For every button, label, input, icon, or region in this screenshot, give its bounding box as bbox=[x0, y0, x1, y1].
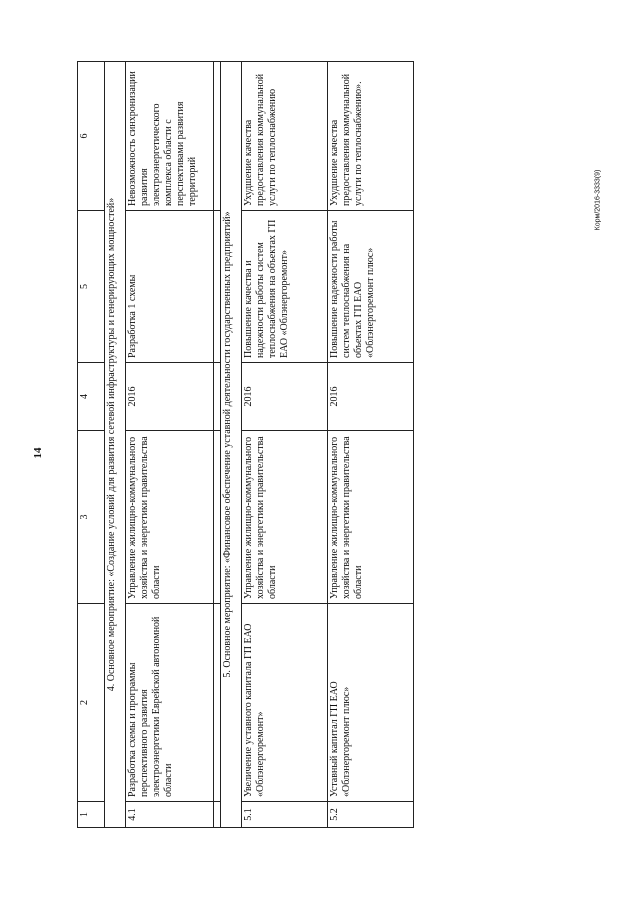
document-code: Корм/2016-3333(9) bbox=[594, 169, 602, 231]
consequence: Невозможность синхронизации развития электроэнергетического комплекса области с перспективами развития территорий bbox=[126, 62, 214, 211]
consequence: Ухудшение качества предоставления коммунальной услуги по теплоснабжению bbox=[242, 62, 328, 211]
spacer-row bbox=[214, 62, 221, 828]
executor: Управление жилищно-коммунального хозяйства и энергетики правительства области bbox=[126, 431, 214, 604]
section-heading-row bbox=[221, 62, 242, 828]
measure-name: Увеличение уставного капитала ГП ЕАО «Облэнергоремонт» bbox=[242, 604, 328, 802]
column-number: 5 bbox=[78, 211, 105, 363]
column-number: 2 bbox=[78, 604, 105, 802]
consequence: Ухудшение качества предоставления коммунальной услуги по теплоснабжению». bbox=[328, 62, 414, 211]
section-title: 4. Основное мероприятие: «Создание условий для развития сетевой инфраструктуры и генерирующих мощностей» bbox=[105, 62, 126, 828]
expected-result: Повышение надежности работы систем теплоснабжения на объектах ГП ЕАО «Облэнергоремонт плюс» bbox=[328, 211, 414, 363]
table-row bbox=[242, 62, 328, 828]
row-number: 4.1 bbox=[126, 802, 214, 828]
column-number: 4 bbox=[78, 363, 105, 431]
row-number: 5.2 bbox=[328, 802, 414, 828]
column-number: 1 bbox=[78, 802, 105, 828]
column-number-row bbox=[78, 62, 105, 828]
rotated-table-container bbox=[77, 62, 437, 828]
page-number: 14 bbox=[32, 447, 44, 459]
row-number: 5.1 bbox=[242, 802, 328, 828]
table-row bbox=[328, 62, 414, 828]
table-row bbox=[126, 62, 214, 828]
expected-result: Повышение качества и надежности работы систем теплоснабжения на объектах ГП ЕАО «Облэнергоремонт» bbox=[242, 211, 328, 363]
year: 2016 bbox=[242, 363, 328, 431]
measure-name: Разработка схемы и программы перспективного развития электроэнергетики Еврейской автономной области bbox=[126, 604, 214, 802]
section-title: 5. Основное мероприятие: «Финансовое обеспечение уставной деятельности государственных предприятий» bbox=[221, 62, 242, 828]
measure-name: Уставный капитал ГП ЕАО «Облэнергоремонт плюс» bbox=[328, 604, 414, 802]
measures-table bbox=[77, 61, 414, 828]
year: 2016 bbox=[126, 363, 214, 431]
column-number: 3 bbox=[78, 431, 105, 604]
executor: Управление жилищно-коммунального хозяйства и энергетики правительства области bbox=[328, 431, 414, 604]
column-number: 6 bbox=[78, 62, 105, 211]
executor: Управление жилищно-коммунального хозяйства и энергетики правительства области bbox=[242, 431, 328, 604]
expected-result: Разработка 1 схемы bbox=[126, 211, 214, 363]
year: 2016 bbox=[328, 363, 414, 431]
section-heading-row bbox=[105, 62, 126, 828]
